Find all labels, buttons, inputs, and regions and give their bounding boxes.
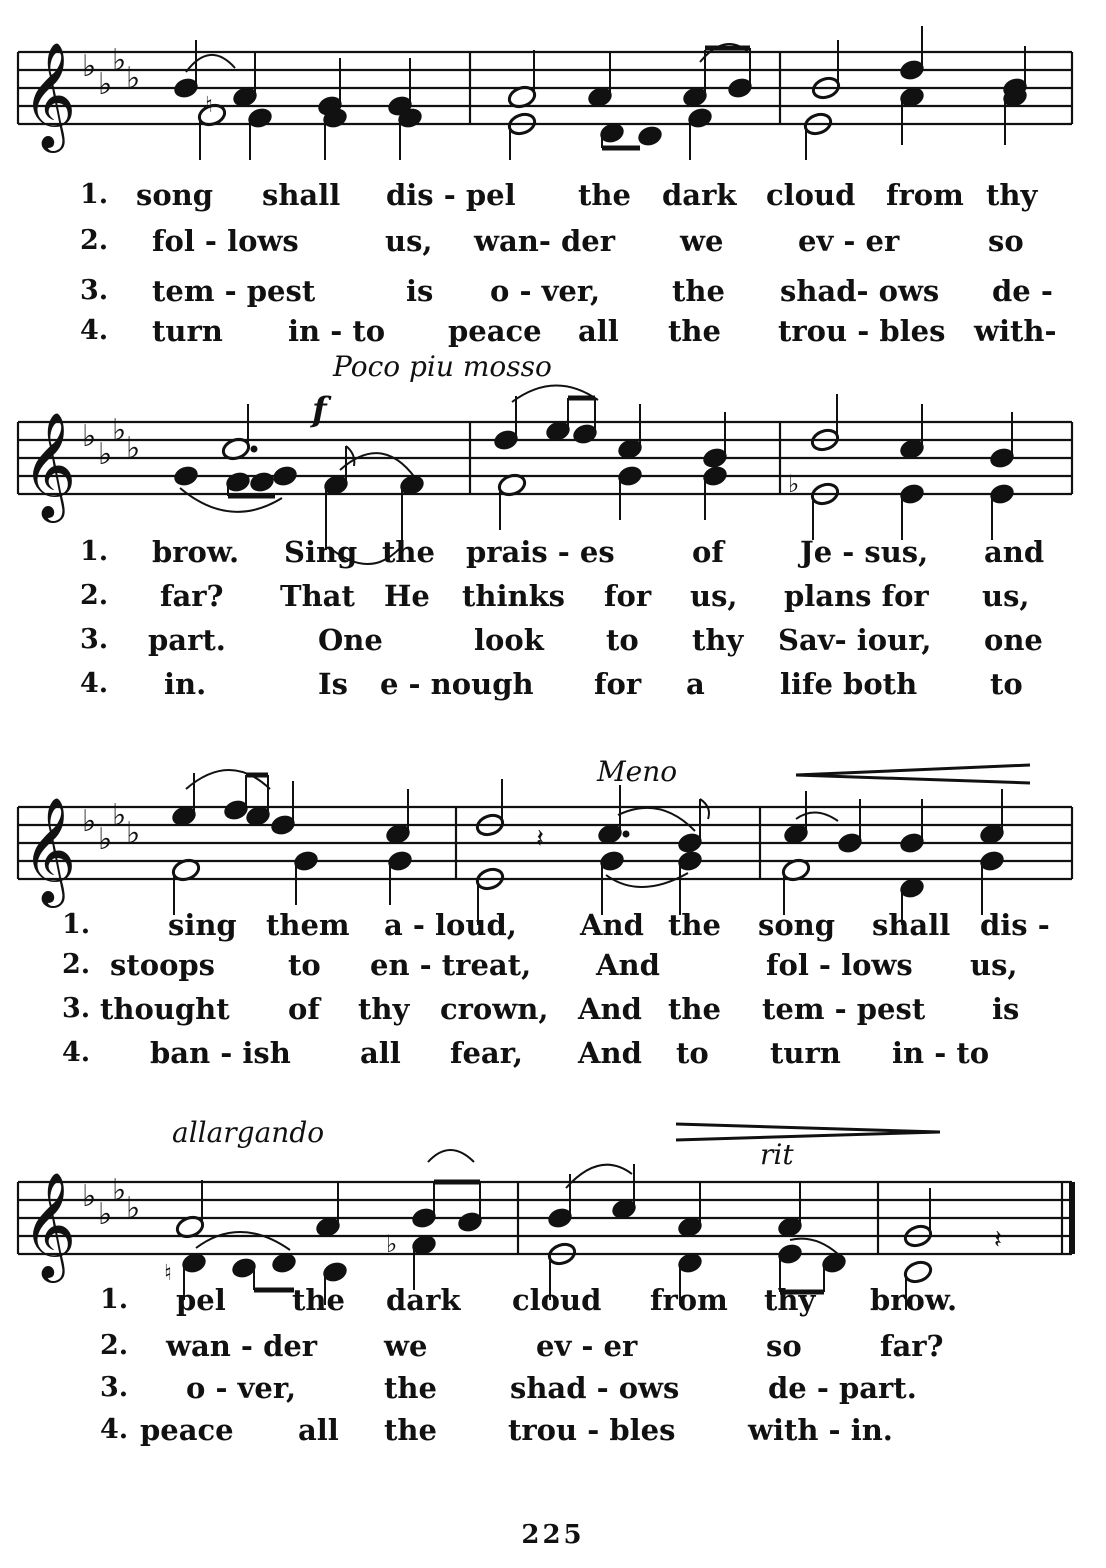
svg-text:𝄞: 𝄞 — [22, 411, 77, 518]
lyric-syllable: plans for — [784, 579, 929, 613]
verse-line-1 — [0, 532, 1106, 572]
diminuendo-icon — [676, 1124, 940, 1140]
treble-clef-icon — [22, 1171, 76, 1283]
treble-clef-icon — [22, 41, 76, 153]
lyric-syllable: trou - bles — [508, 1413, 676, 1447]
lyric-syllable: thy — [986, 178, 1038, 212]
lyric-syllable: them — [266, 908, 350, 942]
verse-line-2 — [0, 1326, 1106, 1366]
lyric-syllable: tem - pest — [762, 992, 926, 1026]
svg-text:♭: ♭ — [98, 437, 113, 472]
lyric-syllable: en - treat, — [370, 948, 532, 982]
svg-text:𝄞: 𝄞 — [22, 41, 77, 148]
lyric-syllable: in. — [164, 667, 207, 701]
verse-line-2 — [0, 221, 1106, 261]
lyric-syllable: the — [668, 314, 721, 348]
lyric-syllable: so — [988, 224, 1024, 258]
music-system-1 — [0, 0, 1106, 360]
dynamic-marking: f — [312, 390, 327, 430]
lyric-syllable: e - nough — [380, 667, 534, 701]
natural-sign-icon: ♮ — [164, 1261, 172, 1286]
music-system-4 — [0, 1110, 1106, 1460]
lyric-syllable: to — [288, 948, 321, 982]
verse-line-4 — [0, 664, 1106, 704]
lyric-syllable: And — [578, 992, 642, 1026]
lyric-syllable: the — [578, 178, 631, 212]
verse-number: 3. — [80, 275, 109, 306]
lyric-syllable: we — [680, 224, 724, 258]
lyric-syllable: thy — [692, 623, 744, 657]
lyric-syllable: life both — [780, 667, 918, 701]
tempo-marking: allargando — [172, 1116, 325, 1149]
lyric-syllable: One — [318, 623, 383, 657]
lyric-syllable: o - ver, — [186, 1371, 297, 1405]
lyric-syllable: to — [990, 667, 1023, 701]
lyric-syllable: ban - ish — [150, 1036, 291, 1070]
svg-text:♭: ♭ — [126, 816, 141, 851]
verse-line-1 — [0, 1280, 1106, 1320]
verse-line-3 — [0, 1368, 1106, 1408]
verse-number: 1. — [62, 909, 91, 940]
verse-line-2 — [0, 945, 1106, 985]
lyric-syllable: the — [668, 908, 721, 942]
verse-line-1 — [0, 905, 1106, 945]
verse-number: 1. — [100, 1284, 129, 1315]
lyric-syllable: with - in. — [748, 1413, 893, 1447]
lyric-syllable: fol - lows — [766, 948, 913, 982]
verse-number: 1. — [80, 179, 109, 210]
svg-text:♭: ♭ — [126, 61, 141, 96]
lyric-syllable: the — [382, 535, 435, 569]
lyric-syllable: with- — [974, 314, 1057, 348]
lyric-syllable: thy — [764, 1283, 816, 1317]
lyric-syllable: prais - es — [466, 535, 615, 569]
lyric-syllable: shall — [872, 908, 951, 942]
verse-number: 4. — [80, 315, 109, 346]
lyric-syllable: for — [594, 667, 642, 701]
lyric-syllable: of — [692, 535, 724, 569]
lyric-syllable: turn — [770, 1036, 841, 1070]
verse-line-3 — [0, 271, 1106, 311]
lyric-syllable: thy — [358, 992, 410, 1026]
lyric-syllable: shad - ows — [510, 1371, 680, 1405]
lyric-syllable: far? — [160, 579, 224, 613]
verse-number: 2. — [100, 1330, 129, 1361]
lyric-syllable: part. — [148, 623, 226, 657]
svg-text:♭: ♭ — [98, 67, 113, 102]
lyric-syllable: fear, — [450, 1036, 523, 1070]
lyric-syllable: crown, — [440, 992, 549, 1026]
lyric-syllable: the — [384, 1413, 437, 1447]
lyric-syllable: the — [292, 1283, 345, 1317]
svg-text:♭: ♭ — [112, 413, 127, 448]
lyric-syllable: the — [672, 274, 725, 308]
lyric-syllable: so — [766, 1329, 802, 1363]
verse-line-4 — [0, 1033, 1106, 1073]
lyric-syllable: de - part. — [768, 1371, 917, 1405]
verse-line-4 — [0, 311, 1106, 351]
lyric-syllable: de - — [992, 274, 1053, 308]
lyric-syllable: o - ver, — [490, 274, 601, 308]
lyric-syllable: cloud — [766, 178, 856, 212]
lyric-syllable: from — [650, 1283, 728, 1317]
svg-text:♭: ♭ — [98, 822, 113, 857]
svg-text:𝄞: 𝄞 — [22, 1171, 77, 1278]
lyric-syllable: song — [758, 908, 836, 942]
lyric-syllable: wan- der — [474, 224, 615, 258]
lyric-syllable: That — [280, 579, 355, 613]
music-system-2 — [0, 350, 1106, 720]
lyric-syllable: far? — [880, 1329, 944, 1363]
lyric-syllable: song — [136, 178, 214, 212]
lyric-syllable: wan - der — [166, 1329, 318, 1363]
svg-text:♭: ♭ — [126, 1191, 141, 1226]
lyric-syllable: peace — [448, 314, 542, 348]
lyric-syllable: us, — [970, 948, 1018, 982]
lyric-syllable: brow. — [870, 1283, 958, 1317]
lyric-syllable: fol - lows — [152, 224, 299, 258]
verse-number: 3. — [80, 624, 109, 655]
lyric-syllable: shall — [262, 178, 341, 212]
svg-text:♭: ♭ — [98, 1197, 113, 1232]
verse-number: 3. — [62, 993, 91, 1024]
verse-number: 4. — [80, 668, 109, 699]
lyric-syllable: thought — [100, 992, 230, 1026]
staff-1 — [0, 0, 1106, 170]
lyric-syllable: sing — [168, 908, 237, 942]
natural-sign-icon: ♮ — [205, 93, 213, 118]
lyric-syllable: trou - bles — [778, 314, 946, 348]
verse-number: 1. — [80, 536, 109, 567]
lyric-syllable: the — [384, 1371, 437, 1405]
lyric-syllable: to — [676, 1036, 709, 1070]
lyric-syllable: dark — [386, 1283, 461, 1317]
svg-text:♭: ♭ — [82, 49, 97, 84]
treble-clef-icon — [22, 411, 76, 523]
lyric-syllable: to — [606, 623, 639, 657]
lyric-syllable: is — [992, 992, 1020, 1026]
verse-number: 2. — [80, 580, 109, 611]
music-system-3 — [0, 755, 1106, 1100]
verse-number: 3. — [100, 1372, 129, 1403]
lyric-syllable: dis - — [980, 908, 1050, 942]
lyric-syllable: in - to — [892, 1036, 990, 1070]
treble-clef-icon — [22, 796, 76, 908]
lyric-syllable: shad- ows — [780, 274, 940, 308]
lyric-syllable: ev - er — [536, 1329, 638, 1363]
lyric-syllable: peace — [140, 1413, 234, 1447]
svg-text:𝄽: 𝄽 — [994, 1225, 1002, 1255]
tempo-marking: Meno — [597, 755, 678, 788]
lyric-syllable: all — [360, 1036, 401, 1070]
lyric-syllable: from — [886, 178, 964, 212]
svg-text:♭: ♭ — [82, 804, 97, 839]
lyric-syllable: turn — [152, 314, 223, 348]
verse-line-4 — [0, 1410, 1106, 1450]
verse-number: 2. — [80, 225, 109, 256]
verse-number: 2. — [62, 949, 91, 980]
lyric-syllable: He — [384, 579, 430, 613]
lyric-syllable: Is — [318, 667, 348, 701]
svg-text:𝄞: 𝄞 — [22, 796, 77, 903]
verse-line-3 — [0, 989, 1106, 1029]
lyric-syllable: look — [474, 623, 544, 657]
lyric-syllable: is — [406, 274, 434, 308]
svg-text:♭: ♭ — [112, 43, 127, 78]
verse-number: 4. — [62, 1037, 91, 1068]
svg-text:♭: ♭ — [386, 1230, 398, 1258]
lyric-syllable: we — [384, 1329, 428, 1363]
lyric-syllable: for — [604, 579, 652, 613]
svg-text:♭: ♭ — [112, 1173, 127, 1208]
svg-text:♭: ♭ — [788, 470, 800, 498]
svg-text:♭: ♭ — [126, 431, 141, 466]
svg-text:♭: ♭ — [112, 798, 127, 833]
tempo-marking: rit — [760, 1138, 794, 1171]
lyric-syllable: the — [668, 992, 721, 1026]
verse-line-1 — [0, 175, 1106, 215]
lyric-syllable: all — [298, 1413, 339, 1447]
verse-line-3 — [0, 620, 1106, 660]
lyric-syllable: cloud — [512, 1283, 602, 1317]
lyric-syllable: us, — [690, 579, 738, 613]
lyric-syllable: dis - pel — [386, 178, 516, 212]
svg-text:♭: ♭ — [82, 1179, 97, 1214]
lyric-syllable: pel — [176, 1283, 226, 1317]
verse-number: 4. — [100, 1414, 129, 1445]
lyric-syllable: and — [984, 535, 1045, 569]
lyric-syllable: a - loud, — [384, 908, 517, 942]
lyric-syllable: a — [686, 667, 705, 701]
lyric-syllable: Sing — [284, 535, 358, 569]
lyric-syllable: tem - pest — [152, 274, 316, 308]
svg-text:♭: ♭ — [82, 419, 97, 454]
verse-line-2 — [0, 576, 1106, 616]
diminuendo-icon — [796, 765, 1030, 783]
lyric-syllable: And — [578, 1036, 642, 1070]
lyric-syllable: us, — [385, 224, 433, 258]
lyric-syllable: dark — [662, 178, 737, 212]
page-number: 225 — [521, 1520, 585, 1550]
lyric-syllable: one — [984, 623, 1043, 657]
lyric-syllable: ev - er — [798, 224, 900, 258]
lyric-syllable: all — [578, 314, 619, 348]
lyric-syllable: us, — [982, 579, 1030, 613]
lyric-syllable: stoops — [110, 948, 216, 982]
lyric-syllable: Je - sus, — [800, 535, 929, 569]
lyric-syllable: of — [288, 992, 320, 1026]
lyric-syllable: And — [596, 948, 660, 982]
lyric-syllable: Sav- iour, — [778, 623, 932, 657]
lyric-syllable: And — [580, 908, 644, 942]
lyric-syllable: brow. — [152, 535, 240, 569]
lyric-syllable: in - to — [288, 314, 386, 348]
tempo-marking: Poco piu mosso — [333, 350, 552, 383]
svg-text:𝄽: 𝄽 — [536, 824, 544, 854]
lyric-syllable: thinks — [462, 579, 566, 613]
